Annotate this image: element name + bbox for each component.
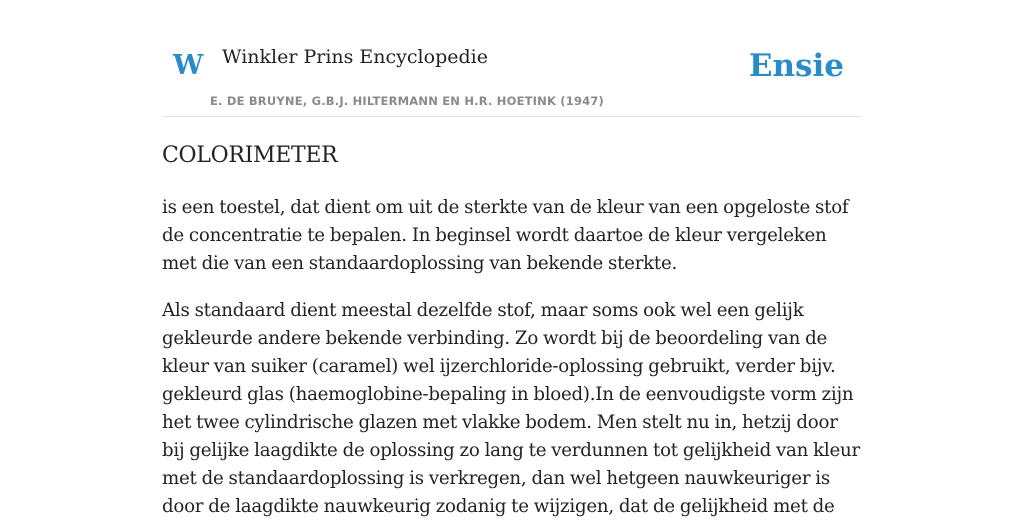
page [162,0,862,518]
article-paragraph-2: Als standaard dient meestal dezelfde stof, maar soms ook wel een gelijk gekleurde andere bekende verbinding. Zo wordt bij de beoordeling van de kleur van suiker (caramel) wel ijzerchloride-oplossing gebruikt, verder bijv. gekleurd glas (haemoglobine-bepaling in bloed).In de eenvoudigste vorm zijn het twee cylindrische glazen met vlakke bodem. Men stelt nu in, hetzij door bij gelijke laagdikte de oplossing zo lang te verdunnen tot gelijkheid van kleur met de standaardoplossing is verkregen, dan wel hetgeen nauwkeuriger is door de laagdikte nauwkeurig zodanig te wijzigen, dat de gelijkheid met de [162,300,860,518]
winkler-prins-logo-icon[interactable]: W [173,50,204,81]
publication-title[interactable]: Winkler Prins Encyclopedie [222,46,488,68]
ensie-logo[interactable]: Ensie [748,48,844,84]
article-paragraph-1: is een toestel, dat dient om uit de sterkte van de kleur van een opgeloste stof de concentratie te bepalen. In beginsel wordt daartoe de kleur vergeleken met die van een standaardoplossing van bekende sterkte. [162,197,849,275]
entry-title: COLORIMETER [162,143,338,168]
publication-authors: E. DE BRUYNE, G.B.J. HILTERMANN EN H.R. HOETINK (1947) [210,94,605,108]
header [162,0,862,117]
